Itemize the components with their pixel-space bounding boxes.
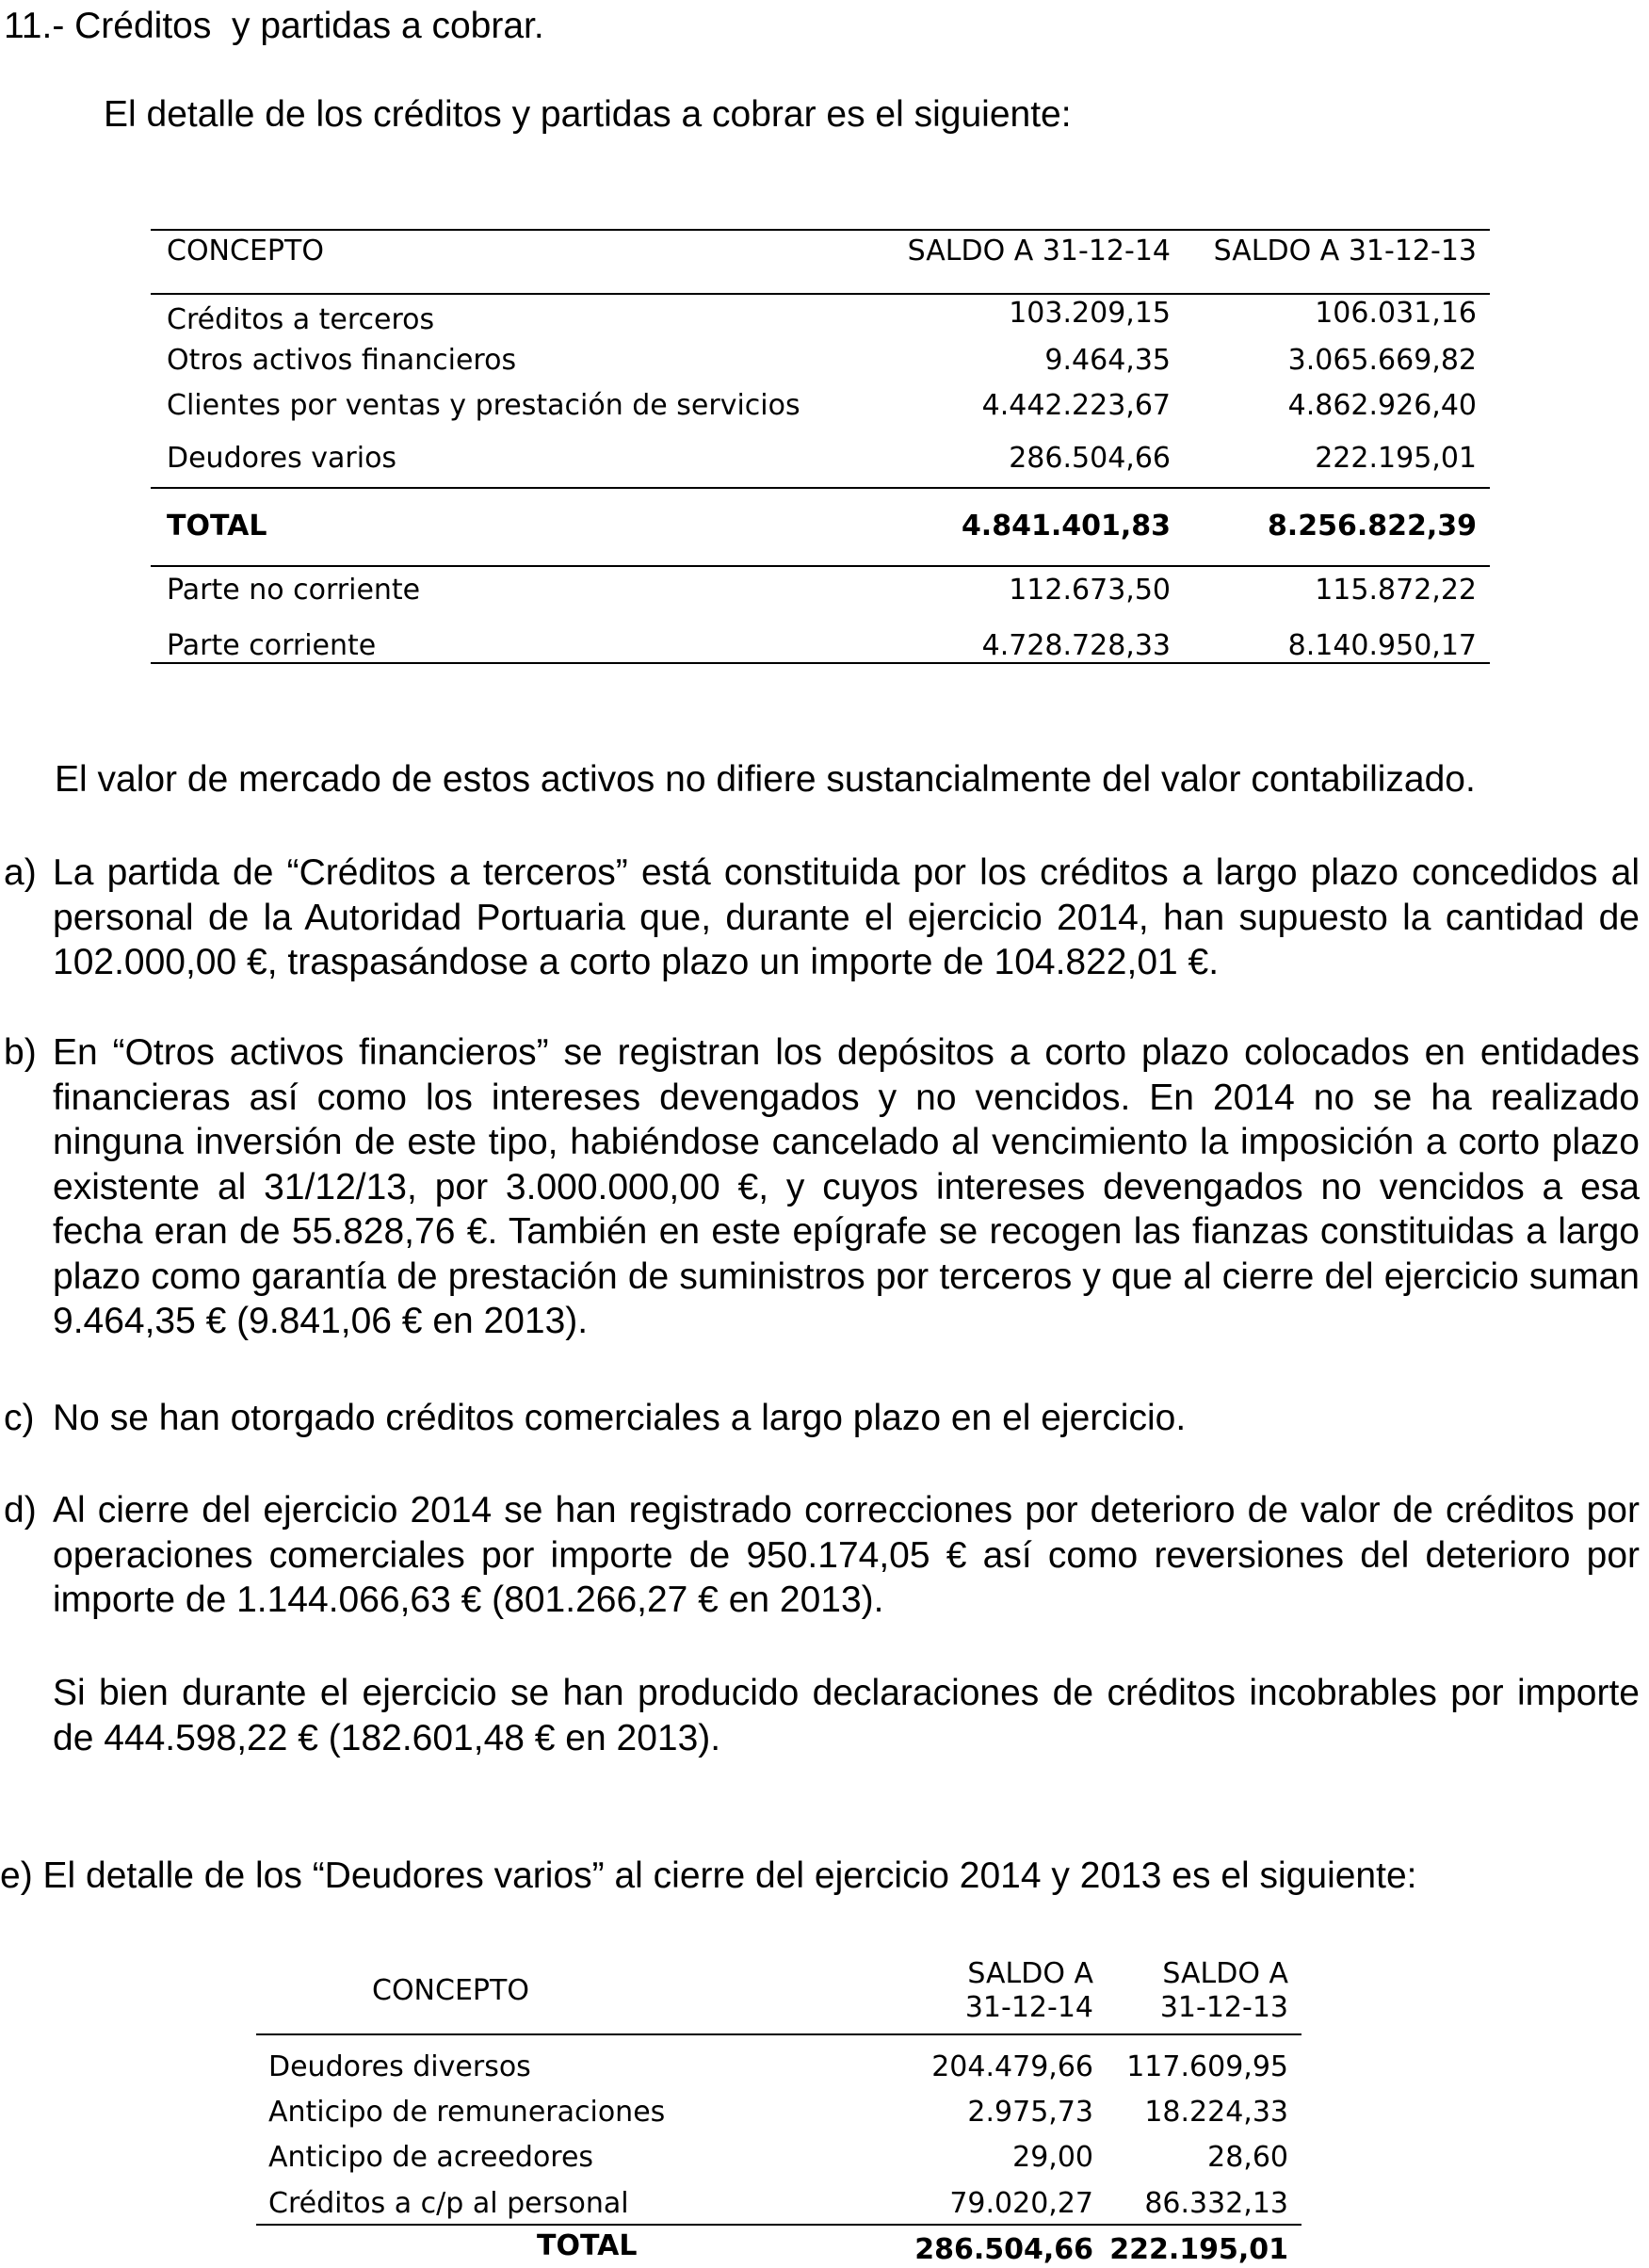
value-2013: 106.031,16 <box>1315 297 1477 330</box>
value-2013: 86.332,13 <box>1144 2187 1288 2220</box>
row-label: Parte corriente <box>167 629 377 662</box>
row-label: Anticipo de remuneraciones <box>268 2096 666 2129</box>
column-header-concept: CONCEPTO <box>167 235 324 267</box>
item-a-letter: a) <box>4 852 37 893</box>
total-label: TOTAL <box>537 2229 638 2262</box>
intro-text: El detalle de los créditos y partidas a cobrar es el siguiente: <box>104 94 1072 135</box>
row-label: Parte no corriente <box>167 574 421 607</box>
value-2014: 103.209,15 <box>1009 297 1171 330</box>
item-b-text: En “Otros activos financieros” se registran los depósitos a corto plazo colocados en entidades financieras así como los intereses devengados y no vencidos. En 2014 no se ha realizado ninguna inversión de este tipo, habiéndose cancelado al vencimiento la imposición a corto plazo existente al 31/12/13, por 3.000.000,00 €, y cuyos intereses devengados no vencidos a esa fecha eran de 55.828,76 €. También en este epígrafe se recogen las fianzas constituidas a largo plazo como garantía de prestación de suministros por terceros y que al cierre del ejercicio suman 9.464,35 € (9.841,06 € en 2013). <box>53 1032 1640 1341</box>
value-2013: 117.609,95 <box>1126 2050 1288 2083</box>
value-2014: 4.442.223,67 <box>981 389 1171 422</box>
item-e-text: e) El detalle de los “Deudores varios” al cierre del ejercicio 2014 y 2013 es el siguiente: <box>0 1855 1417 1896</box>
item-c-text: No se han otorgado créditos comerciales a largo plazo en el ejercicio. <box>53 1398 1187 1438</box>
value-2014: 4.728.728,33 <box>981 629 1171 662</box>
total-2013: 8.256.822,39 <box>1267 510 1477 543</box>
value-2014: 9.464,35 <box>1044 344 1171 377</box>
column-header-2014-line2: 31-12-14 <box>964 1991 1093 2024</box>
column-header-2014: SALDO A 31-12-14 <box>907 235 1171 267</box>
item-c-letter: c) <box>4 1398 35 1438</box>
column-header-concept: CONCEPTO <box>372 1974 529 2007</box>
row-label: Deudores varios <box>167 442 397 475</box>
value-2014: 286.504,66 <box>1009 442 1171 475</box>
item-d-text-2: Si bien durante el ejercicio se han producido declaraciones de créditos incobrables por importe de 444.598,22 € (182.601,48 € en 2013). <box>53 1673 1640 1758</box>
table-rule-header <box>256 2033 1301 2035</box>
column-header-2013-line2: 31-12-13 <box>1159 1991 1288 2024</box>
column-header-2013: SALDO A 31-12-13 <box>1213 235 1477 267</box>
market-value-note: El valor de mercado de estos activos no difiere sustancialmente del valor contabilizado. <box>55 759 1476 800</box>
item-b-letter: b) <box>4 1032 37 1073</box>
table-rule-before-total <box>256 2224 1301 2226</box>
row-label: Otros activos financieros <box>167 344 517 377</box>
table-rule-top <box>151 229 1490 231</box>
total-2013: 222.195,01 <box>1109 2233 1288 2266</box>
table-rule-after-total <box>151 565 1490 567</box>
column-header-2014-line1: SALDO A <box>967 1957 1093 1990</box>
value-2013: 28,60 <box>1207 2141 1288 2174</box>
total-label: TOTAL <box>167 510 267 543</box>
value-2013: 8.140.950,17 <box>1287 629 1477 662</box>
row-label: Créditos a c/p al personal <box>268 2187 629 2220</box>
row-label: Créditos a terceros <box>167 303 435 336</box>
table-rule-bottom <box>151 662 1490 664</box>
value-2013: 222.195,01 <box>1315 442 1477 475</box>
value-2013: 18.224,33 <box>1144 2096 1288 2129</box>
value-2013: 115.872,22 <box>1315 574 1477 607</box>
value-2013: 3.065.669,82 <box>1287 344 1477 377</box>
column-header-2013-line1: SALDO A <box>1162 1957 1288 1990</box>
table-rule-header <box>151 293 1490 295</box>
total-2014: 4.841.401,83 <box>961 510 1171 543</box>
value-2014: 29,00 <box>1012 2141 1093 2174</box>
row-label: Anticipo de acreedores <box>268 2141 594 2174</box>
item-d-text: Al cierre del ejercicio 2014 se han registrado correcciones por deterioro de valor de créditos por operaciones comerciales por importe de 950.174,05 € así como reversiones del deterioro por importe de 1.144.066,63 € (801.266,27 € en 2013). <box>53 1490 1640 1620</box>
total-2014: 286.504,66 <box>914 2233 1093 2266</box>
item-a-text: La partida de “Créditos a terceros” está constituida por los créditos a largo plazo concedidos al personal de la Autoridad Portuaria que, durante el ejercicio 2014, han supuesto la cantidad de 102.000,00 €, traspasándose a corto plazo un importe de 104.822,01 €. <box>53 852 1640 982</box>
item-d-letter: d) <box>4 1490 37 1531</box>
value-2014: 112.673,50 <box>1009 574 1171 607</box>
row-label: Clientes por ventas y prestación de servicios <box>167 389 800 422</box>
value-2014: 204.479,66 <box>931 2050 1093 2083</box>
section-heading: 11.- Créditos y partidas a cobrar. <box>4 6 544 46</box>
row-label: Deudores diversos <box>268 2050 531 2083</box>
value-2013: 4.862.926,40 <box>1287 389 1477 422</box>
table-rule-before-total <box>151 487 1490 489</box>
value-2014: 79.020,27 <box>949 2187 1093 2220</box>
value-2014: 2.975,73 <box>967 2096 1093 2129</box>
